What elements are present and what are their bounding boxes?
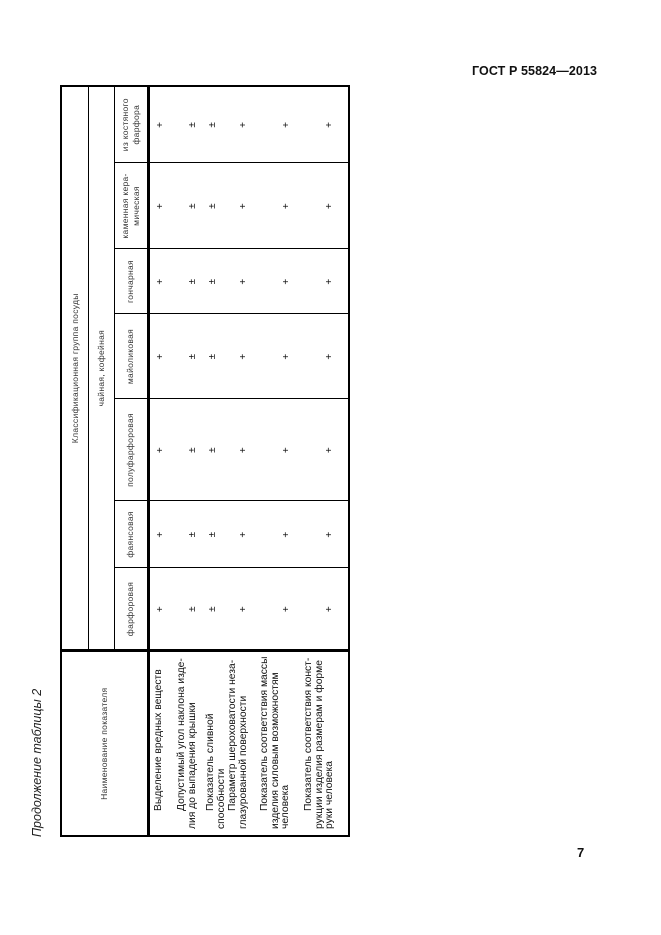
page-number: 7: [577, 845, 585, 860]
value-cell: +: [281, 121, 293, 128]
column-header-porcelain: фарфоровая: [114, 568, 148, 651]
values-column-majolica: [148, 314, 349, 399]
value-cell: +: [281, 202, 293, 210]
value-cell: +: [324, 605, 336, 613]
value-cell: +: [238, 278, 250, 285]
name-column-header: Наименование показателя: [61, 651, 148, 836]
value-cell: +: [155, 202, 167, 210]
value-cell: +: [324, 353, 336, 360]
column-header-bone-china: из костяного фарфора: [114, 86, 148, 163]
value-cell: +: [281, 353, 293, 360]
value-cell: ±: [207, 203, 219, 209]
value-cell: +: [281, 531, 293, 538]
value-cell: ±: [207, 278, 219, 285]
value-cell: +: [238, 605, 250, 613]
value-cell: +: [155, 121, 167, 128]
values-column-stoneware: [148, 163, 349, 249]
value-cell: +: [155, 446, 167, 454]
values-column-pottery: [148, 249, 349, 314]
group-header: Классификационная группа посуды: [61, 86, 88, 651]
indicators-table: [60, 85, 350, 837]
value-cell: ±: [187, 121, 199, 128]
column-header-semi-porcelain: полуфарфоровая: [114, 399, 148, 501]
column-header-faience: фаянсовая: [114, 501, 148, 568]
indicator-names-cell: [148, 651, 349, 836]
value-cell: ±: [207, 531, 219, 538]
value-cell: ±: [207, 447, 219, 453]
value-cell: ±: [187, 203, 199, 209]
value-cell: +: [281, 605, 293, 613]
subgroup-header: чайная, кофейная: [88, 86, 114, 651]
value-cell: ±: [187, 531, 199, 538]
value-cell: +: [324, 531, 336, 538]
value-cell: ±: [207, 121, 219, 128]
value-cell: ±: [207, 606, 219, 612]
value-cell: +: [281, 278, 293, 285]
indicator-name: Параметр шероховатости неза-глазурованной поверхности: [227, 659, 249, 829]
value-cell: +: [238, 353, 250, 360]
value-cell: +: [155, 278, 167, 285]
indicator-name: Показатель соответствия конст-рукции изделия размерам и форме руки человека: [303, 657, 336, 829]
value-cell: +: [238, 531, 250, 538]
value-cell: +: [238, 121, 250, 128]
value-cell: ±: [187, 278, 199, 285]
value-cell: +: [238, 446, 250, 454]
value-cell: +: [238, 202, 250, 210]
value-cell: +: [281, 446, 293, 454]
value-cell: ±: [187, 353, 199, 360]
value-cell: +: [324, 278, 336, 285]
value-cell: +: [324, 202, 336, 210]
indicator-name: Выделение вредных веществ: [153, 669, 165, 811]
values-column-semi-porcelain: [148, 399, 349, 501]
value-cell: +: [155, 353, 167, 360]
column-header-pottery: гончарная: [114, 249, 148, 314]
indicator-name: Допустимый угол наклона изде-лия до выпадения крышки: [176, 658, 198, 829]
value-cell: +: [324, 121, 336, 128]
column-header-majolica: майоликовая: [114, 314, 148, 399]
indicator-name: Показатель соответствия массы изделия силовым возможностям человека: [259, 656, 292, 829]
values-column-porcelain: [148, 568, 349, 651]
table-caption: Продолжение таблицы 2: [30, 688, 44, 837]
value-cell: +: [155, 531, 167, 538]
value-cell: +: [324, 446, 336, 454]
value-cell: ±: [187, 447, 199, 453]
values-column-bone-china: [148, 86, 349, 163]
column-header-stoneware: каменная кера-мическая: [114, 163, 148, 249]
values-column-faience: [148, 501, 349, 568]
value-cell: +: [155, 605, 167, 613]
indicator-name: Показатель сливной способности: [205, 713, 227, 829]
document-code: ГОСТ Р 55824—2013: [472, 64, 598, 78]
rotated-table-container: [30, 87, 348, 837]
value-cell: ±: [187, 606, 199, 612]
value-cell: ±: [207, 353, 219, 360]
